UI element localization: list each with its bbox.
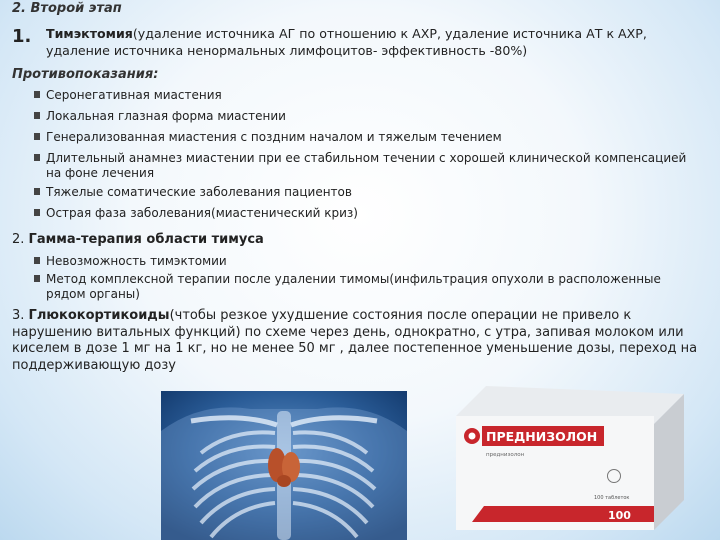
bullet-square-icon bbox=[34, 188, 40, 195]
list-item-text: Локальная глазная форма миастении bbox=[46, 109, 286, 123]
list-item bbox=[32, 130, 692, 145]
list-item bbox=[32, 206, 692, 221]
contraindications-title: Противопоказания: bbox=[12, 67, 159, 82]
list-item-text: Длительный анамнез миастении при ее стабильном течении с хорошей клинической компенсацией на фоне лечения bbox=[46, 151, 687, 180]
list-item bbox=[32, 151, 692, 181]
contraindications-list bbox=[32, 88, 692, 227]
item2-heading bbox=[12, 232, 264, 247]
list-item bbox=[32, 254, 692, 269]
list-item-text: Тяжелые соматические заболевания пациентов bbox=[46, 185, 352, 199]
item3-number: 3. bbox=[12, 308, 25, 323]
item1-text: (удаление источника АГ по отношению к АХР, удаление источника АТ к АХР, удаление источника ненормальных лимфоцитов- эффективность -80%) bbox=[46, 26, 647, 58]
list-item bbox=[32, 185, 692, 200]
bullet-square-icon bbox=[34, 209, 40, 216]
list-item-text: Невозможность тимэктомии bbox=[46, 254, 227, 268]
list-item-text: Метод комплексной терапии после удалении тимомы(инфильтрация опухоли в расположенные рядом органы) bbox=[46, 272, 661, 301]
list-item-text: Острая фаза заболевания(миастенический криз) bbox=[46, 206, 358, 220]
list-item bbox=[32, 88, 692, 103]
package-subtitle-text: преднизолон bbox=[486, 452, 525, 458]
prednisolone-box bbox=[448, 382, 688, 532]
item1-title: Тимэктомия bbox=[46, 26, 133, 41]
item3-title: Глюкокортикоиды bbox=[28, 308, 170, 323]
gamma-therapy-list bbox=[32, 254, 692, 305]
bullet-square-icon bbox=[34, 275, 40, 282]
chest-xray-illustration bbox=[161, 391, 407, 540]
list-item-text: Серонегативная миастения bbox=[46, 88, 222, 102]
item1-number: 1. bbox=[12, 26, 32, 47]
stage-heading: 2. Второй этап bbox=[12, 1, 122, 16]
item3-text: (чтобы резкое ухудшение состояния после операции не привело к нарушению витальных функций) по схеме через день, однократно, с утра, запивая молоком или киселем в дозе 1 мг на 1 кг, но не менее 50 мг , далее постепенное уменьшение дозы, переход на поддерживающую дозу bbox=[12, 308, 698, 373]
package-dose-text: 100 bbox=[608, 509, 631, 522]
package-count-text: 100 таблеток bbox=[594, 495, 630, 501]
chest-xray-image bbox=[161, 391, 407, 540]
package-brand-text: ПРЕДНИЗОЛОН bbox=[486, 429, 598, 444]
item2-title: Гамма-терапия области тимуса bbox=[28, 232, 264, 247]
item2-number: 2. bbox=[12, 232, 25, 247]
list-item bbox=[32, 272, 692, 302]
bullet-square-icon bbox=[34, 154, 40, 161]
bullet-square-icon bbox=[34, 112, 40, 119]
bullet-square-icon bbox=[34, 91, 40, 98]
bullet-square-icon bbox=[34, 257, 40, 264]
item3-paragraph bbox=[12, 308, 712, 374]
prednisolone-package-image bbox=[448, 382, 688, 532]
list-item-text: Генерализованная миастения с поздним началом и тяжелым течением bbox=[46, 130, 502, 144]
list-item bbox=[32, 109, 692, 124]
item1-paragraph bbox=[46, 25, 710, 59]
bullet-square-icon bbox=[34, 133, 40, 140]
